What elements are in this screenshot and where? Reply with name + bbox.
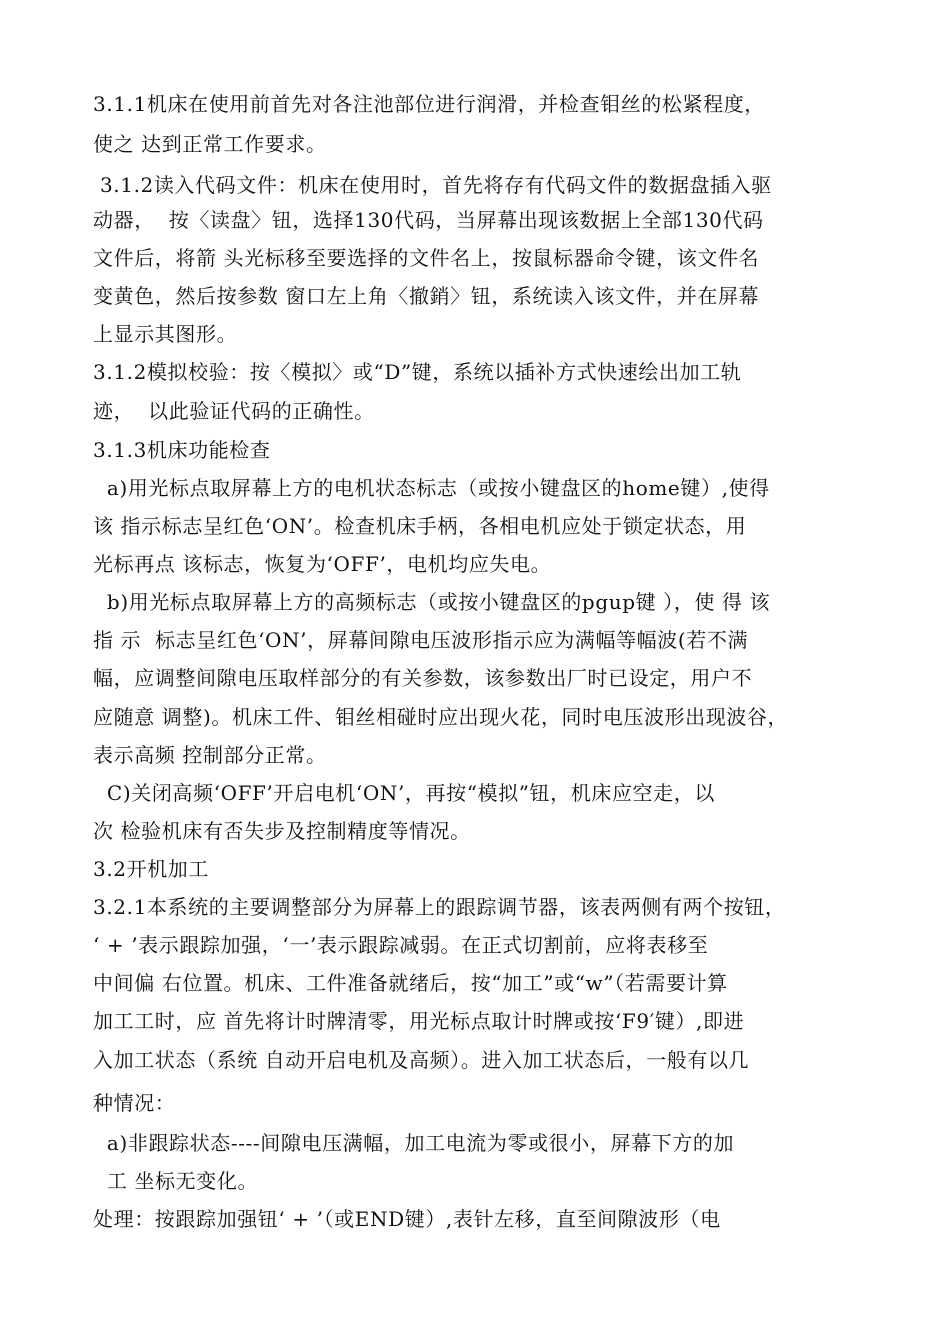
text-line: 光标再点 该标志，恢复为‘OFF’，电机均应失电。 bbox=[93, 552, 552, 576]
text-line: 该 指示标志呈红色‘ON’。检查机床手柄，各相电机应处于锁定状态，用 bbox=[93, 514, 747, 538]
text-line: 文件后，将箭 头光标移至要选择的文件名上，按鼠标器命令键，该文件名 bbox=[93, 246, 760, 270]
text-line: 3.1.1机床在使用前首先对各注池部位进行润滑，并检查钼丝的松紧程度， bbox=[93, 92, 765, 116]
text-line: 处理：按跟踪加强钮‘ + ’（或END键）,表针左移，直至间隙波形（电 bbox=[93, 1207, 721, 1231]
text-line: 指 示 标志呈红色‘ON’，屏幕间隙电压波形指示应为满幅等幅波(若不满 bbox=[93, 628, 749, 652]
text-line: 次 检验机床有否失步及控制精度等情况。 bbox=[93, 819, 471, 843]
text-line: 中间偏 右位置。机床、工件准备就绪后，按“加工”或“w”（若需要计算 bbox=[93, 971, 728, 995]
text-line: 表示高频 控制部分正常。 bbox=[93, 743, 327, 767]
section-heading: 3.2开机加工 bbox=[93, 857, 210, 881]
text-line: 3.1.2读入代码文件：机床在使用时，首先将存有代码文件的数据盘插入驱 bbox=[93, 173, 772, 197]
text-line: 迹， 以此验证代码的正确性。 bbox=[93, 399, 375, 423]
text-line: 变黄色，然后按参数 窗口左上角〈撤銷〉钮，系统读入该文件，并在屏幕 bbox=[93, 284, 760, 308]
text-line: 3.1.2模拟校验：按〈模拟〉或“D”键，系统以插补方式快速绘出加工轨 bbox=[93, 360, 742, 384]
text-line: 入加工状态（系统 自动开启电机及高频）。进入加工状态后，一般有以几 bbox=[93, 1048, 750, 1072]
text-line: a)非跟踪状态----间隙电压满幅，加工电流为零或很小，屏幕下方的加 bbox=[93, 1131, 735, 1155]
text-line: 上显示其图形。 bbox=[93, 322, 238, 346]
text-line: 动器， 按〈读盘〉钮，选择130代码，当屏幕出现该数据上全部130代码 bbox=[93, 208, 764, 232]
text-line: ‘ + ’表示跟踪加强，‘一’表示跟踪减弱。在正式切割前，应将表移至 bbox=[93, 933, 709, 957]
text-line: 种情况： bbox=[93, 1091, 176, 1115]
section-heading: 3.1.3机床功能检查 bbox=[93, 438, 271, 462]
text-line: C)关闭高频‘OFF’开启电机‘ON’，再按“模拟”钮，机床应空走，以 bbox=[93, 781, 715, 805]
text-line: a)用光标点取屏幕上方的电机状态标志（或按小键盘区的home键）,使得 bbox=[93, 476, 770, 500]
text-line: 使之 达到正常工作要求。 bbox=[93, 132, 327, 156]
text-line: 应随意 调整)。机床工件、钼丝相碰时应出现火花，同时电压波形出现波谷， bbox=[93, 705, 789, 729]
text-line: b)用光标点取屏幕上方的高频标志（或按小键盘区的pgup键 ），使 得 该 bbox=[93, 590, 771, 614]
text-line: 幅，应调整间隙电压取样部分的有关参数，该参数出厂时已设定，用户不 bbox=[93, 666, 753, 690]
text-line: 工 坐标无变化。 bbox=[93, 1169, 259, 1193]
text-line: 加工工时，应 首先将计时牌清零，用光标点取计时牌或按‘F9′键）,即进 bbox=[93, 1009, 745, 1033]
text-line: 3.2.1本系统的主要调整部分为屏幕上的跟踪调节器，该表两侧有两个按钮， bbox=[93, 895, 786, 919]
